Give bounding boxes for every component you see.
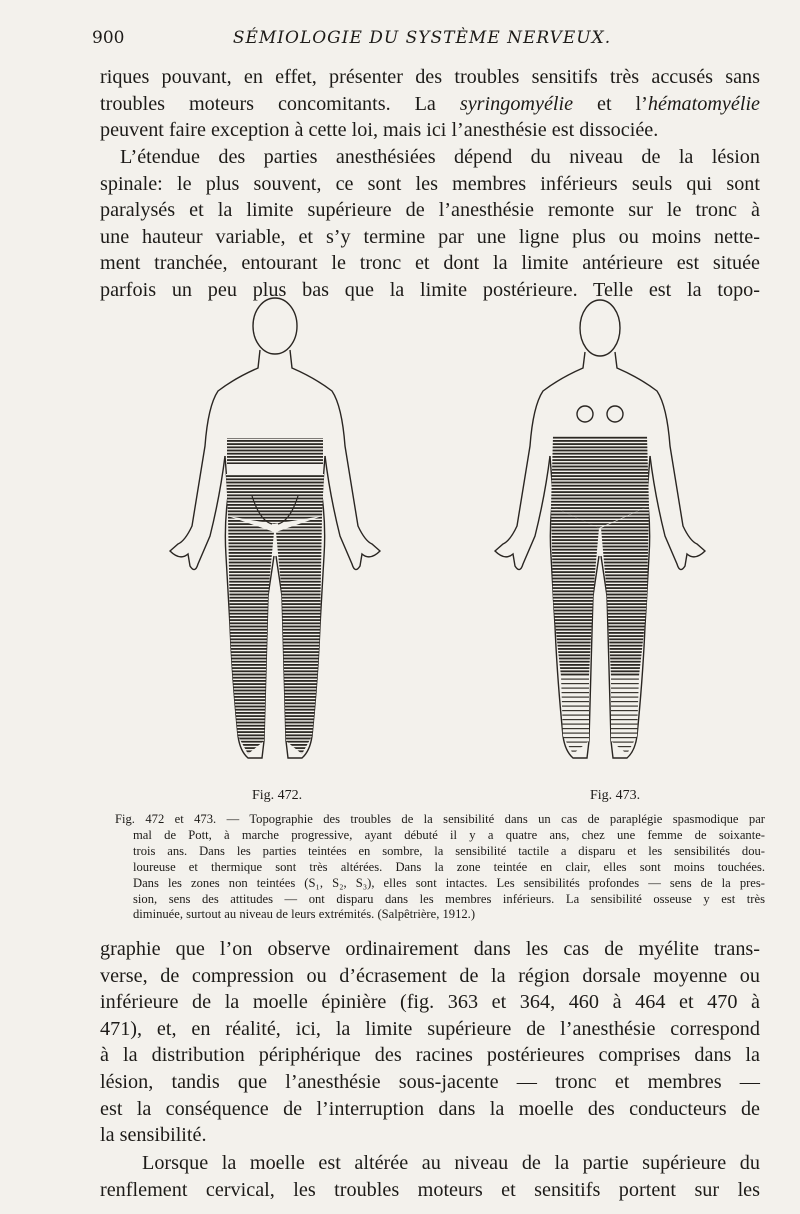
- term-syringomyelie: syringomyélie: [459, 92, 574, 115]
- text-line: paralysés et la limite supérieure de l’anesthésie remonte sur le tronc à: [100, 199, 760, 222]
- text-line: parfois un peu plus bas que la limite postérieure. Telle est la topo-: [100, 278, 760, 301]
- back-view-figure: [170, 298, 380, 758]
- text-line: spinale: le plus souvent, ce sont les membres inférieurs seuls qui sont: [100, 172, 760, 195]
- running-title: SÉMIOLOGIE DU SYSTÈME NERVEUX.: [232, 28, 612, 48]
- caption-line: loureuse et thermique sont très altérées. Dans la zone teintée en clair, elles sont moins touchées.: [133, 859, 765, 874]
- text-line: la sensibilité.: [100, 1124, 207, 1147]
- page-number: 900: [92, 28, 125, 48]
- paragraph-2: [100, 144, 760, 304]
- caption-line: diminuée, surtout au niveau de leurs extrémités. (Salpêtrière, 1912.): [133, 907, 476, 922]
- term-hematomyelie: hématomyélie: [647, 92, 761, 115]
- front-view-figure: [495, 300, 705, 758]
- figure-caption: [115, 812, 765, 923]
- caption-line: Dans les zones non teintées (S₁, S₂, S₃), elles sont intactes. Les sensibilités profondes — sens de la pres-: [133, 875, 765, 890]
- anatomical-figure: [140, 296, 740, 766]
- text-line: riques pouvant, en effet, présenter des troubles sensitifs très accusés sans: [100, 66, 760, 88]
- text-line: 471), et, en réalité, ici, la limite supérieure de l’anesthésie correspond: [100, 1017, 760, 1040]
- figure-label-left: Fig. 472.: [252, 788, 303, 803]
- text-line: une hauteur variable, et s’y termine par une ligne plus ou moins nette-: [100, 225, 760, 248]
- front-left-shin-zone: [561, 676, 589, 754]
- text-line: ment tranchée, entourant le tronc et dont la limite antérieure est située: [100, 252, 760, 275]
- running-header: [92, 26, 752, 52]
- text-line: graphie que l’on observe ordinairement dans les cas de myélite trans-: [100, 938, 760, 960]
- paragraph-1: [100, 64, 760, 144]
- caption-line: trois ans. Dans les parties teintées en sombre, la sensibilité tactile a disparu et les sensibilités dou-: [133, 843, 765, 858]
- back-band-zone: [227, 438, 323, 464]
- text-line: Lorsque la moelle est altérée au niveau de la partie supérieure du: [142, 1152, 760, 1174]
- caption-line: mal de Pott, à marche progressive, ayant débuté il y a quatre ans, chez une femme de soixante-: [133, 827, 765, 842]
- text-line: L’étendue des parties anesthésiées dépend du niveau de la lésion: [120, 146, 760, 168]
- text-line: verse, de compression ou d’écrasement de la région dorsale moyenne ou: [100, 964, 760, 987]
- caption-line: sion, sens des attitudes — ont disparu dans les membres inférieurs. La sensibilité osseuse y est très: [133, 891, 765, 906]
- text-line: à la distribution périphérique des racines postérieures comprises dans la: [100, 1044, 760, 1067]
- text-line: troubles moteurs concomitants. La syringomyélie et l’hématomyélie: [100, 92, 761, 115]
- figure-label-right: Fig. 473.: [590, 788, 641, 803]
- front-right-shin-zone: [611, 676, 639, 754]
- text-line: renflement cervical, les troubles moteurs et sensitifs portent sur les: [100, 1178, 760, 1201]
- paragraph-4: [100, 1150, 760, 1203]
- text-line: lésion, tandis que l’anesthésie sous-jacente — tronc et membres —: [100, 1070, 760, 1093]
- text-line: est la conséquence de l’interruption dans la moelle des conducteurs de: [100, 1097, 760, 1120]
- text-line: peuvent faire exception à cette loi, mais ici l’anesthésie est dissociée.: [100, 119, 659, 142]
- caption-line: Fig. 472 et 473. — Topographie des troubles de la sensibilité dans un cas de paraplégie spasmodique par: [115, 812, 765, 826]
- paragraph-3: [100, 936, 760, 1149]
- back-upper-legs-zone: [226, 474, 324, 524]
- text-line: inférieure de la moelle épinière (fig. 363 et 364, 460 à 464 et 470 à: [100, 991, 760, 1014]
